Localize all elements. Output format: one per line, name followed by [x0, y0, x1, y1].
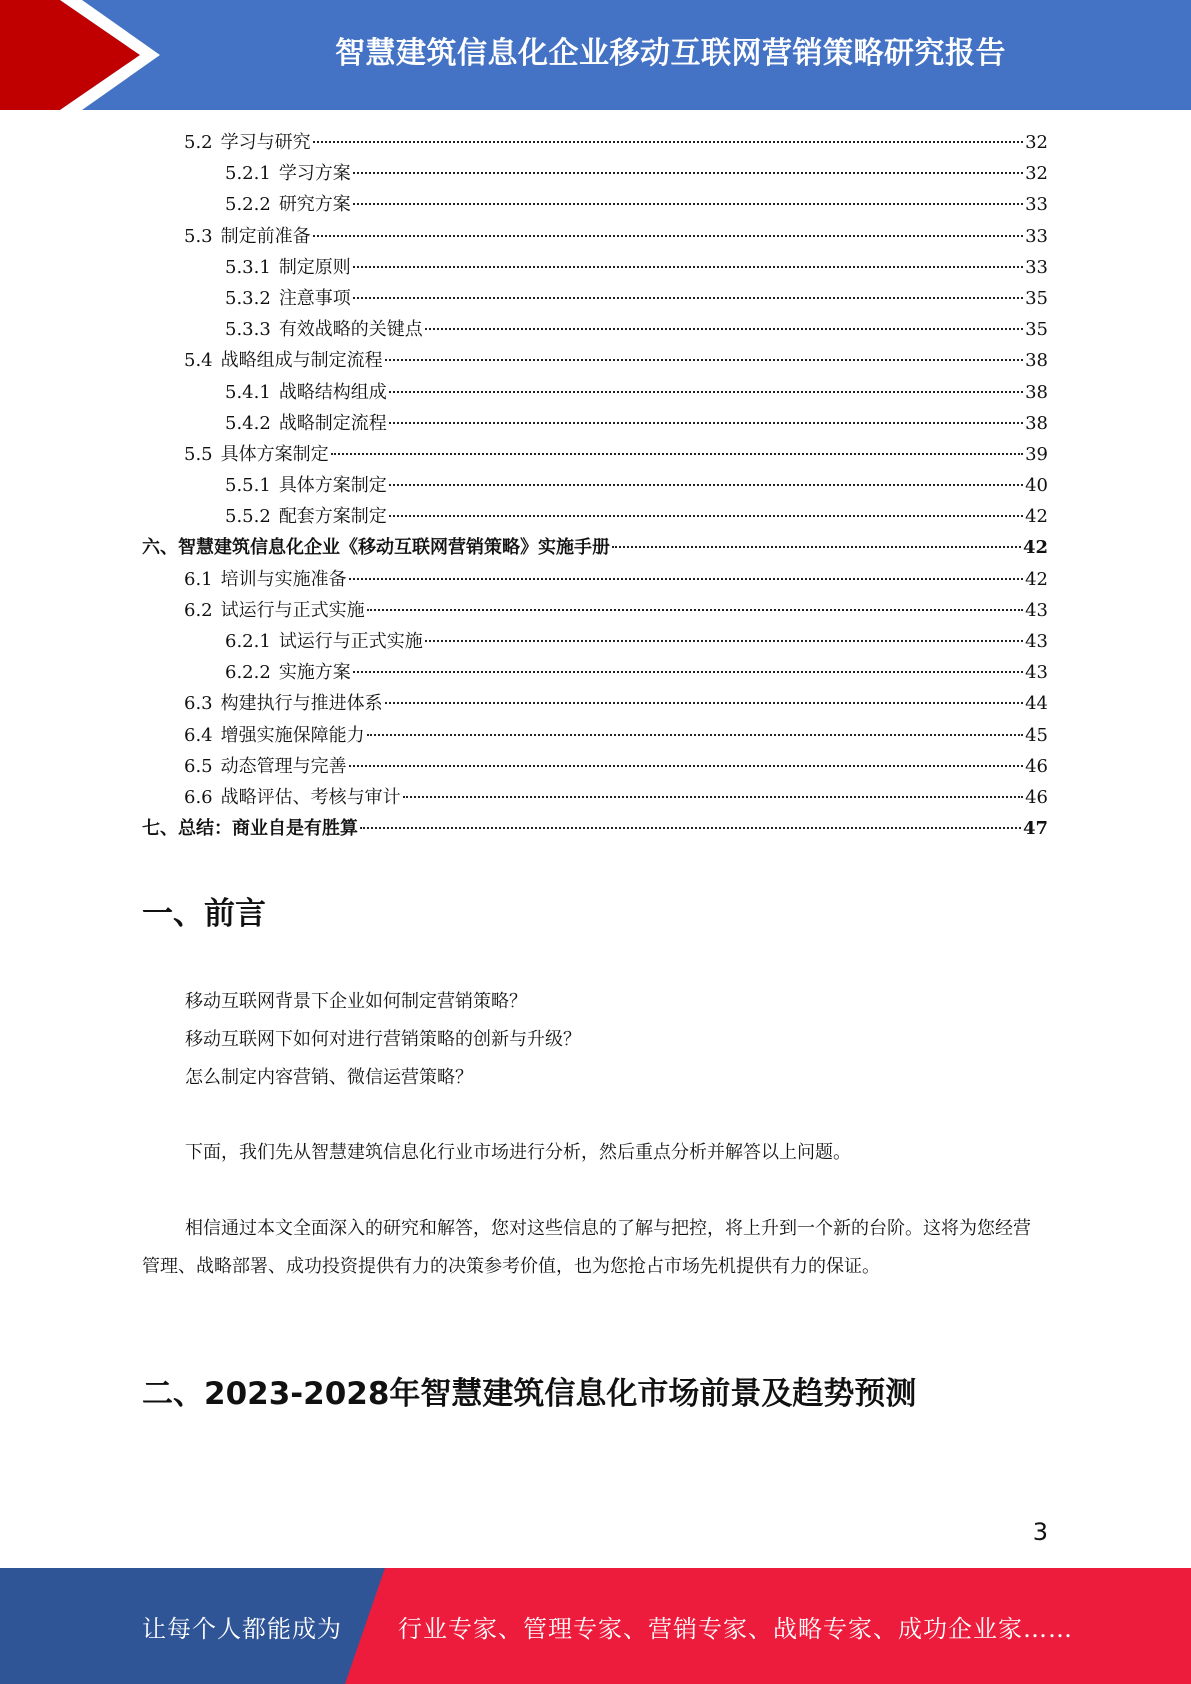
toc-entry-number: 5.4.1 [225, 381, 271, 403]
toc-entry-number: 6.3 [184, 693, 213, 715]
toc-entry-number: 6.1 [184, 568, 213, 590]
toc-entry[interactable] [142, 377, 1048, 408]
toc-entry-title: 实施方案 [278, 662, 351, 684]
toc-entry-title: 七、总结：商业自是有胜算 [142, 818, 358, 840]
toc-entry-title: 动态管理与完善 [220, 755, 347, 777]
toc-dot-leader [425, 327, 1023, 330]
footer-slogan-right: 行业专家、管理专家、营销专家、战略专家、成功企业家…… [398, 1614, 1073, 1643]
toc-entry[interactable] [142, 345, 1048, 376]
footer-banner [0, 1568, 1191, 1684]
toc-dot-leader [331, 452, 1023, 455]
toc-dot-leader [353, 202, 1023, 205]
toc-entry-title: 培训与实施准备 [220, 568, 347, 590]
toc-entry[interactable] [142, 532, 1048, 563]
toc-dot-leader [349, 577, 1023, 580]
toc-entry-number: 5.3.2 [225, 287, 271, 309]
toc-entry[interactable] [142, 252, 1048, 283]
toc-dot-leader [353, 670, 1023, 673]
toc-entry-page: 35 [1025, 287, 1048, 309]
page-number: 3 [1032, 1518, 1048, 1546]
question-item: 移动互联网背景下企业如何制定营销策略？ [185, 991, 527, 1012]
section-heading-forecast: 二、2023-2028年智慧建筑信息化市场前景及趋势预测 [142, 1376, 917, 1412]
toc-entry-title: 试运行与正式实施 [278, 631, 423, 652]
toc-entry[interactable] [142, 626, 1048, 657]
toc-entry-number: 6.2 [184, 599, 213, 621]
toc-dot-leader [389, 514, 1023, 517]
toc-entry-number: 6.6 [184, 786, 213, 808]
toc-dot-leader [389, 483, 1023, 486]
toc-entry-page: 32 [1025, 132, 1048, 153]
toc-entry-title: 具体方案制定 [220, 443, 329, 465]
toc-entry-page: 43 [1025, 631, 1048, 652]
toc-entry[interactable] [142, 720, 1048, 751]
toc-entry[interactable] [142, 657, 1048, 688]
toc-dot-leader [403, 795, 1023, 798]
toc-dot-leader [353, 171, 1023, 174]
toc-entry-page: 33 [1025, 225, 1048, 247]
paragraph-text: 相信通过本文全面深入的研究和解答，您对这些信息的了解与把控，将上升到一个新的台阶。这将为您经营管理、战略部署、成功投资提供有力的决策参考价值，也为您抢占市场先机提供有力的保证。 [142, 1218, 1031, 1277]
toc-entry-page: 47 [1022, 818, 1048, 840]
toc-entry[interactable] [142, 751, 1048, 782]
toc-entry-page: 32 [1025, 163, 1048, 185]
toc-entry-number: 5.2 [184, 132, 213, 153]
toc-entry-page: 46 [1025, 786, 1048, 808]
toc-entry-title: 学习方案 [278, 163, 351, 185]
paragraph-summary [142, 1210, 1048, 1286]
toc-entry-number: 5.5.2 [225, 506, 271, 528]
toc-entry-number: 5.4.2 [225, 412, 271, 434]
toc-dot-leader [389, 390, 1023, 393]
toc-entry-page: 44 [1025, 693, 1048, 715]
toc-entry-title: 研究方案 [278, 194, 351, 216]
toc-entry-title: 战略评估、考核与审计 [220, 786, 401, 808]
toc-entry-number: 5.2.1 [225, 163, 271, 185]
toc-entry-title: 战略制定流程 [278, 412, 387, 434]
toc-entry[interactable] [142, 688, 1048, 719]
toc-entry-page: 38 [1025, 412, 1048, 434]
toc-entry-title: 具体方案制定 [278, 475, 387, 497]
toc-entry-number: 6.4 [184, 724, 213, 746]
header-title: 智慧建筑信息化企业移动互联网营销策略研究报告 [335, 36, 1006, 71]
toc-dot-leader [313, 234, 1023, 237]
toc-entry-title: 有效战略的关键点 [278, 319, 423, 341]
toc-entry[interactable] [142, 782, 1048, 813]
toc-entry-number: 5.3 [184, 225, 213, 247]
toc-entry-number: 5.4 [184, 350, 213, 372]
toc-entry-title: 六、智慧建筑信息化企业《移动互联网营销策略》实施手册 [142, 537, 610, 559]
toc-entry[interactable] [142, 813, 1048, 844]
toc-dot-leader [367, 608, 1023, 611]
toc-entry-number: 5.5 [184, 443, 213, 465]
toc-entry[interactable] [142, 439, 1048, 470]
toc-entry-page: 38 [1025, 350, 1048, 372]
toc-entry[interactable] [142, 283, 1048, 314]
paragraph-text: 下面，我们先从智慧建筑信息化行业市场进行分析，然后重点分析并解答以上问题。 [185, 1142, 851, 1163]
toc-entry-page: 42 [1022, 537, 1048, 559]
toc-dot-leader [389, 421, 1023, 424]
toc-dot-leader [349, 764, 1023, 767]
toc-entry-page: 33 [1025, 194, 1048, 216]
toc-entry[interactable] [142, 595, 1048, 626]
toc-entry-page: 42 [1025, 568, 1048, 590]
toc-entry[interactable] [142, 408, 1048, 439]
toc-entry-page: 33 [1025, 256, 1048, 278]
toc-entry-number: 6.5 [184, 755, 213, 777]
toc-dot-leader [313, 140, 1023, 143]
toc-entry-number: 5.3.1 [225, 256, 271, 278]
toc-dot-leader [367, 733, 1023, 736]
toc-dot-leader [353, 265, 1023, 268]
toc-entry-page: 46 [1025, 755, 1048, 777]
toc-entry[interactable] [142, 221, 1048, 252]
toc-entry-title: 配套方案制定 [278, 506, 387, 528]
toc-entry-title: 制定前准备 [220, 225, 311, 247]
toc-entry-page: 43 [1025, 662, 1048, 684]
toc-entry-number: 6.2.2 [225, 662, 271, 684]
toc-entry-number: 5.5.1 [225, 475, 271, 497]
toc-entry-title: 构建执行与推进体系 [220, 693, 383, 715]
toc-entry[interactable] [142, 470, 1048, 501]
toc-entry-title: 增强实施保障能力 [220, 724, 365, 746]
toc-entry-number: 5.3.3 [225, 319, 271, 341]
toc-entry-page: 38 [1025, 381, 1048, 403]
header-banner [0, 0, 1191, 110]
question-item: 怎么制定内容营销、微信运营策略？ [185, 1067, 473, 1088]
toc-entry[interactable] [142, 127, 1048, 158]
table-of-contents [142, 127, 1048, 844]
toc-entry-title: 战略结构组成 [278, 381, 387, 403]
toc-entry-number: 6.2.1 [225, 631, 271, 652]
toc-entry[interactable] [142, 158, 1048, 189]
footer-slogan-left: 让每个人都能成为 [142, 1614, 342, 1643]
toc-entry-title: 制定原则 [278, 256, 351, 278]
toc-entry-title: 战略组成与制定流程 [220, 350, 383, 372]
toc-dot-leader [353, 296, 1023, 299]
toc-dot-leader [425, 639, 1023, 642]
toc-entry[interactable] [142, 564, 1048, 595]
paragraph-intro [142, 1134, 1048, 1172]
toc-entry-title: 试运行与正式实施 [220, 599, 365, 621]
toc-entry-page: 40 [1025, 475, 1048, 497]
toc-dot-leader [385, 701, 1023, 704]
question-list [185, 983, 581, 1097]
toc-entry-page: 42 [1025, 506, 1048, 528]
toc-entry-page: 45 [1025, 724, 1048, 746]
toc-dot-leader [385, 358, 1023, 361]
section-heading-preface: 一、前言 [142, 896, 266, 932]
toc-entry-number: 5.2.2 [225, 194, 271, 216]
toc-entry[interactable] [142, 189, 1048, 220]
chevron-decoration [0, 0, 160, 110]
toc-entry-title: 学习与研究 [220, 132, 311, 153]
toc-entry-title: 注意事项 [278, 287, 351, 309]
toc-entry-page: 43 [1025, 599, 1048, 621]
toc-entry-page: 35 [1025, 319, 1048, 341]
toc-entry-page: 39 [1025, 443, 1048, 465]
toc-dot-leader [612, 545, 1021, 548]
toc-entry[interactable] [142, 501, 1048, 532]
toc-dot-leader [360, 826, 1021, 829]
question-item: 移动互联网下如何对进行营销策略的创新与升级？ [185, 1029, 581, 1050]
toc-entry[interactable] [142, 314, 1048, 345]
